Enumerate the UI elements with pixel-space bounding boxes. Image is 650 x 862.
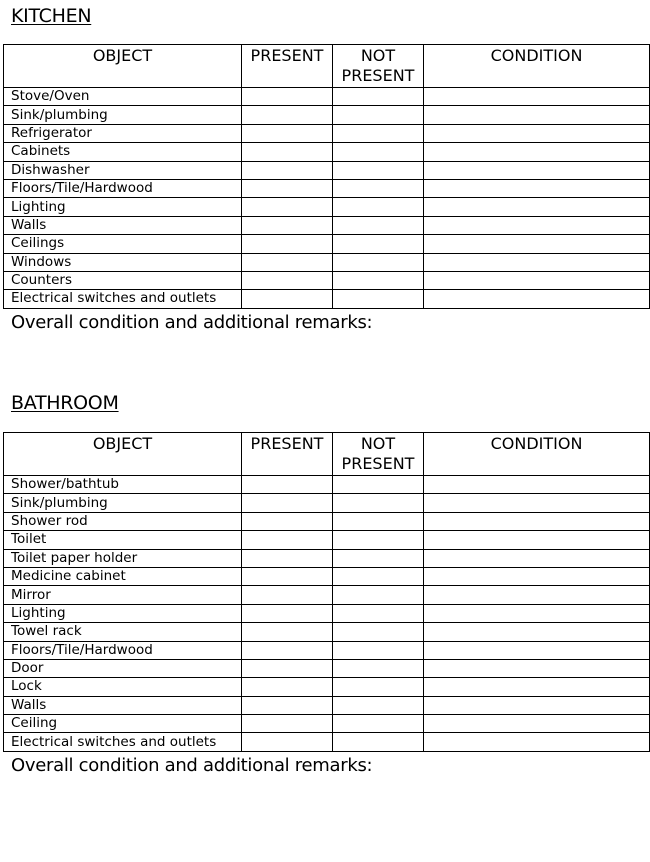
present-cell[interactable] [242,216,333,234]
condition-cell[interactable] [424,623,650,641]
table-row [4,604,650,622]
condition-cell[interactable] [424,476,650,494]
present-cell[interactable] [242,531,333,549]
condition-cell[interactable] [424,733,650,751]
object-cell: Lighting [4,198,242,216]
present-cell[interactable] [242,549,333,567]
not-present-cell[interactable] [333,512,424,530]
condition-cell[interactable] [424,235,650,253]
not-present-cell[interactable] [333,124,424,142]
bathroom-title: BATHROOM [11,392,119,414]
condition-cell[interactable] [424,659,650,677]
object-cell: Electrical switches and outlets [4,290,242,308]
not-present-cell[interactable] [333,549,424,567]
object-cell: Lighting [4,604,242,622]
present-cell[interactable] [242,235,333,253]
kitchen-rows [4,88,650,309]
kitchen-header-row [4,45,650,88]
not-present-cell[interactable] [333,494,424,512]
object-cell: Mirror [4,586,242,604]
present-cell[interactable] [242,161,333,179]
present-cell[interactable] [242,512,333,530]
condition-cell[interactable] [424,198,650,216]
header-object: OBJECT [4,45,242,88]
present-cell[interactable] [242,476,333,494]
table-row [4,678,650,696]
present-cell[interactable] [242,271,333,289]
not-present-cell[interactable] [333,476,424,494]
table-row [4,271,650,289]
object-cell: Towel rack [4,623,242,641]
object-cell: Sink/plumbing [4,106,242,124]
table-row [4,586,650,604]
table-row [4,659,650,677]
kitchen-table [3,44,650,309]
table-row [4,494,650,512]
header-condition: CONDITION [424,45,650,88]
header-not-present: NOT PRESENT [333,433,424,476]
not-present-cell[interactable] [333,290,424,308]
condition-cell[interactable] [424,586,650,604]
object-cell: Floors/Tile/Hardwood [4,179,242,197]
condition-cell[interactable] [424,179,650,197]
not-present-cell[interactable] [333,604,424,622]
object-cell: Shower rod [4,512,242,530]
condition-cell[interactable] [424,216,650,234]
table-row [4,641,650,659]
object-cell: Ceilings [4,235,242,253]
table-row [4,476,650,494]
object-cell: Sink/plumbing [4,494,242,512]
present-cell[interactable] [242,696,333,714]
object-cell: Shower/bathtub [4,476,242,494]
present-cell[interactable] [242,290,333,308]
present-cell[interactable] [242,604,333,622]
not-present-cell[interactable] [333,623,424,641]
condition-cell[interactable] [424,567,650,585]
present-cell[interactable] [242,494,333,512]
object-cell: Toilet [4,531,242,549]
condition-cell[interactable] [424,531,650,549]
condition-cell[interactable] [424,253,650,271]
header-object: OBJECT [4,433,242,476]
not-present-cell[interactable] [333,253,424,271]
condition-cell[interactable] [424,271,650,289]
condition-cell[interactable] [424,161,650,179]
not-present-cell[interactable] [333,678,424,696]
table-row [4,715,650,733]
not-present-cell[interactable] [333,235,424,253]
object-cell: Electrical switches and outlets [4,733,242,751]
condition-cell[interactable] [424,143,650,161]
condition-cell[interactable] [424,106,650,124]
table-row [4,235,650,253]
not-present-cell[interactable] [333,143,424,161]
bathroom-remarks-label: Overall condition and additional remarks: [11,755,373,776]
object-cell: Walls [4,696,242,714]
present-cell[interactable] [242,88,333,106]
object-cell: Door [4,659,242,677]
not-present-cell[interactable] [333,271,424,289]
object-cell: Ceiling [4,715,242,733]
present-cell[interactable] [242,659,333,677]
condition-cell[interactable] [424,494,650,512]
not-present-cell[interactable] [333,531,424,549]
header-present: PRESENT [242,45,333,88]
present-cell[interactable] [242,124,333,142]
table-row [4,567,650,585]
header-not-present: NOT PRESENT [333,45,424,88]
not-present-cell[interactable] [333,179,424,197]
condition-cell[interactable] [424,88,650,106]
not-present-cell[interactable] [333,659,424,677]
not-present-cell[interactable] [333,198,424,216]
present-cell[interactable] [242,733,333,751]
bathroom-header-row [4,433,650,476]
table-row [4,106,650,124]
table-row [4,124,650,142]
not-present-cell[interactable] [333,715,424,733]
object-cell: Dishwasher [4,161,242,179]
object-cell: Stove/Oven [4,88,242,106]
not-present-cell[interactable] [333,106,424,124]
present-cell[interactable] [242,253,333,271]
present-cell[interactable] [242,106,333,124]
present-cell[interactable] [242,179,333,197]
table-row [4,531,650,549]
not-present-cell[interactable] [333,161,424,179]
table-row [4,216,650,234]
present-cell[interactable] [242,641,333,659]
table-row [4,290,650,308]
object-cell: Toilet paper holder [4,549,242,567]
table-row [4,198,650,216]
object-cell: Refrigerator [4,124,242,142]
condition-cell[interactable] [424,549,650,567]
table-row [4,253,650,271]
object-cell: Lock [4,678,242,696]
bathroom-table [3,432,650,752]
condition-cell[interactable] [424,290,650,308]
not-present-cell[interactable] [333,696,424,714]
object-cell: Cabinets [4,143,242,161]
table-row [4,623,650,641]
condition-cell[interactable] [424,641,650,659]
table-row [4,696,650,714]
present-cell[interactable] [242,715,333,733]
not-present-cell[interactable] [333,88,424,106]
table-row [4,143,650,161]
not-present-cell[interactable] [333,567,424,585]
present-cell[interactable] [242,198,333,216]
present-cell[interactable] [242,623,333,641]
table-row [4,179,650,197]
object-cell: Counters [4,271,242,289]
present-cell[interactable] [242,586,333,604]
present-cell[interactable] [242,143,333,161]
condition-cell[interactable] [424,678,650,696]
object-cell: Medicine cabinet [4,567,242,585]
table-row [4,733,650,751]
kitchen-title: KITCHEN [11,5,92,27]
not-present-cell[interactable] [333,586,424,604]
table-row [4,88,650,106]
table-row [4,161,650,179]
table-row [4,512,650,530]
object-cell: Walls [4,216,242,234]
not-present-cell[interactable] [333,733,424,751]
present-cell[interactable] [242,567,333,585]
condition-cell[interactable] [424,604,650,622]
kitchen-remarks-label: Overall condition and additional remarks: [11,312,373,333]
header-present: PRESENT [242,433,333,476]
bathroom-rows [4,476,650,752]
condition-cell[interactable] [424,512,650,530]
condition-cell[interactable] [424,715,650,733]
table-row [4,549,650,567]
not-present-cell[interactable] [333,216,424,234]
header-condition: CONDITION [424,433,650,476]
condition-cell[interactable] [424,124,650,142]
not-present-cell[interactable] [333,641,424,659]
object-cell: Floors/Tile/Hardwood [4,641,242,659]
object-cell: Windows [4,253,242,271]
present-cell[interactable] [242,678,333,696]
condition-cell[interactable] [424,696,650,714]
